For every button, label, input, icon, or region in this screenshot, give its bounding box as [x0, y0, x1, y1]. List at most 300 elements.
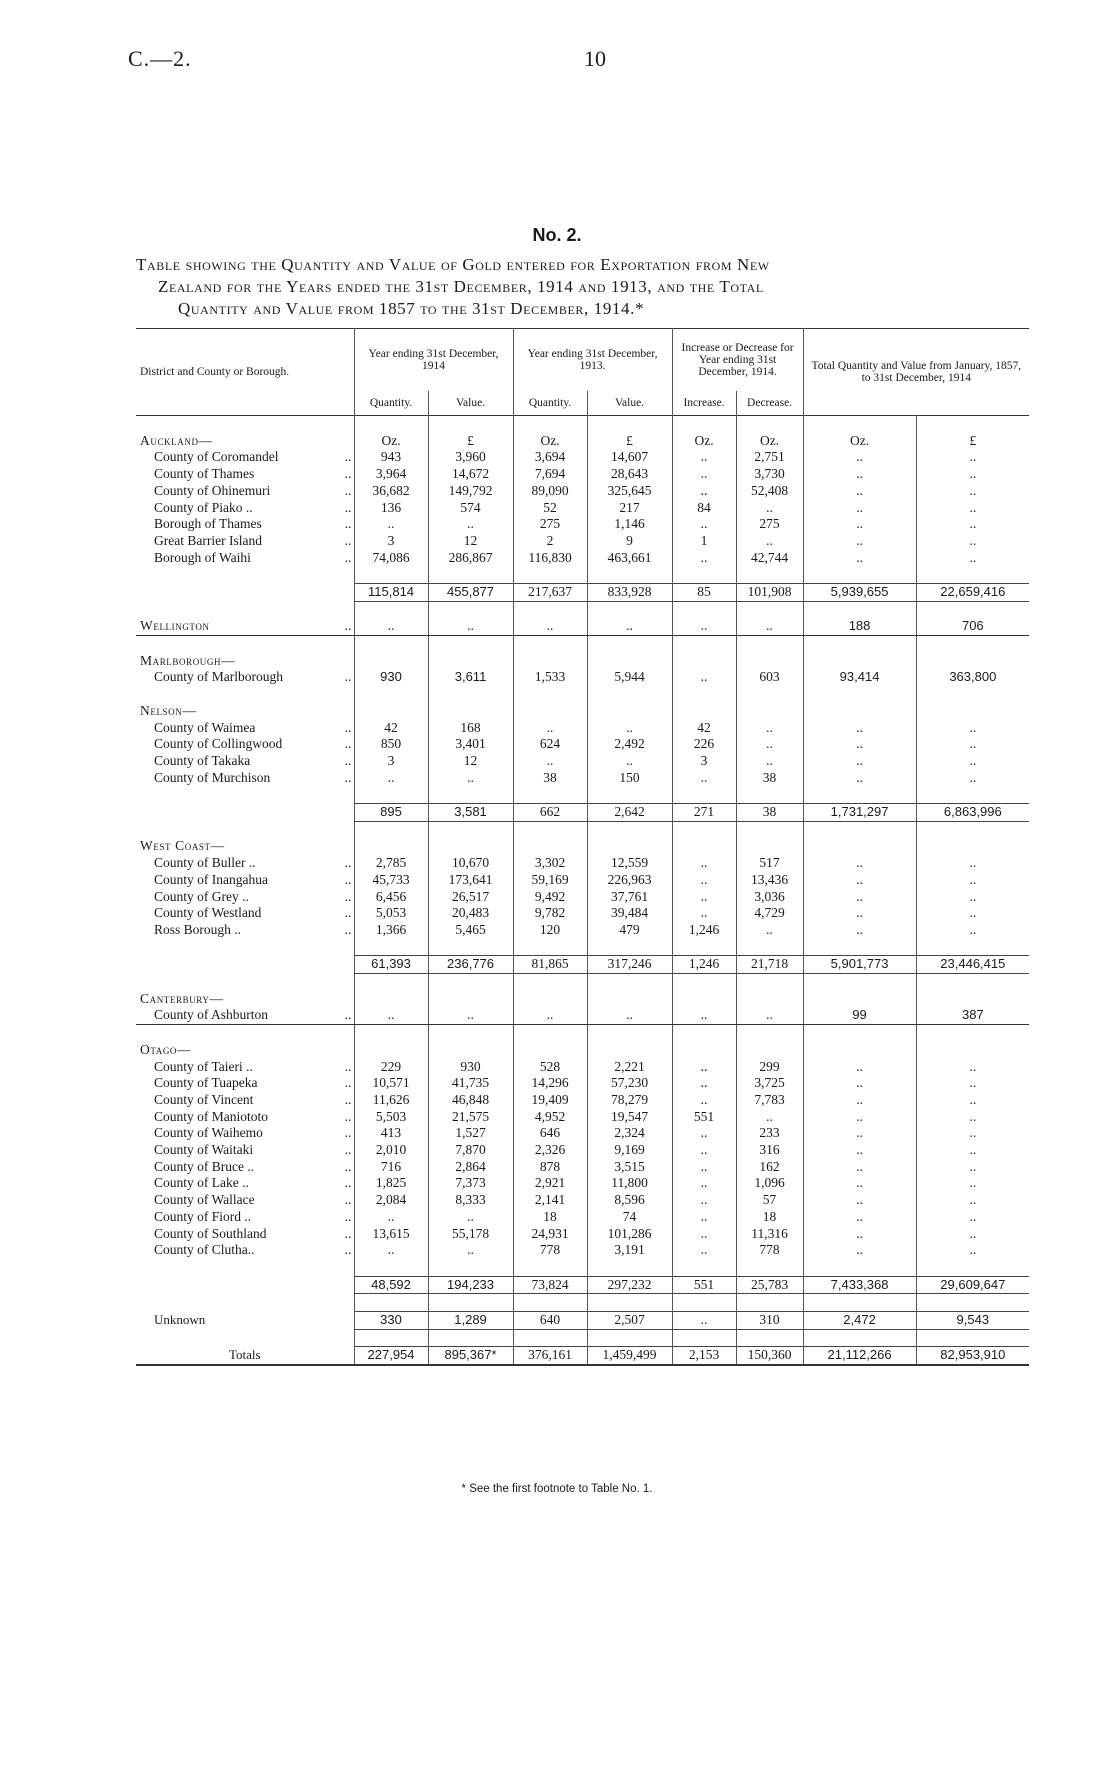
cell-q14: 3,964	[354, 466, 428, 483]
cell-dec: 316	[736, 1142, 803, 1159]
region-label: Auckland—	[140, 432, 213, 448]
region-label: Wellington	[136, 618, 322, 635]
cell-tq: ..	[803, 1226, 916, 1243]
leader-dots: ..	[344, 1125, 352, 1141]
table-number: No. 2.	[532, 225, 582, 245]
cell-tv: ..	[916, 1092, 1029, 1109]
cell-dec: 42,744	[736, 550, 803, 567]
total-v14: 895,367*	[428, 1347, 513, 1365]
cell-q14: 2,084	[354, 1192, 428, 1209]
cell-tq: ..	[803, 855, 916, 872]
table-row	[136, 449, 1029, 466]
quantity-1913-header: Quantity.	[513, 391, 587, 416]
blank-cell	[322, 433, 354, 450]
row-label: County of Marlborough	[154, 669, 283, 685]
table-row	[136, 889, 1029, 906]
region-heading-row	[136, 838, 1029, 855]
cell-tq: ..	[803, 1159, 916, 1176]
cell-q13: 1,533	[513, 669, 587, 686]
cell-dec: 517	[736, 855, 803, 872]
cell-tq: ..	[803, 449, 916, 466]
table-row	[136, 533, 1029, 550]
leader-dots: ..	[344, 1225, 352, 1241]
cell-tv: ..	[916, 449, 1029, 466]
leader-dots: ..	[344, 1175, 352, 1191]
cell-tq: ..	[803, 872, 916, 889]
row-label: Borough of Thames	[154, 516, 262, 532]
cell-v14: 149,792	[428, 483, 513, 500]
total-header: Total Quantity and Value from January, 1857, to 31st December, 1914	[803, 329, 1029, 416]
cell-q13: 2	[513, 533, 587, 550]
leader-dots: ..	[344, 549, 352, 565]
cell-dec: 13,436	[736, 872, 803, 889]
cell-inc: ..	[672, 516, 736, 533]
row-label: County of Taieri ..	[154, 1058, 253, 1074]
row-label: County of Piako ..	[154, 499, 253, 515]
cell-q14: ..	[354, 770, 428, 787]
total-v14: 3,581	[428, 804, 513, 822]
cell-tq: ..	[803, 1125, 916, 1142]
cell-q14: 10,571	[354, 1075, 428, 1092]
blank-cell	[916, 1042, 1029, 1059]
cell-dec: 3,036	[736, 889, 803, 906]
cell-q14: 5,053	[354, 905, 428, 922]
cell-v13: 12,559	[587, 855, 672, 872]
total-dec: 310	[736, 1312, 803, 1330]
total-q14: 227,954	[354, 1347, 428, 1365]
cell-dec: 38	[736, 770, 803, 787]
cell-v14: 46,848	[428, 1092, 513, 1109]
leader-dots: ..	[344, 769, 352, 785]
cell-inc: 3	[672, 753, 736, 770]
leader-dots: ..	[344, 736, 352, 752]
table-row	[136, 516, 1029, 533]
leader-dots: ..	[344, 1208, 352, 1224]
cell-v13: 14,607	[587, 449, 672, 466]
table-row	[136, 855, 1029, 872]
total-q14: 895	[354, 804, 428, 822]
cell-tv: 706	[916, 618, 1029, 635]
cell-tq: ..	[803, 550, 916, 567]
total-q13: 662	[513, 804, 587, 822]
cell-inc: ..	[672, 1125, 736, 1142]
table-row	[136, 483, 1029, 500]
cell-q14: ..	[354, 1242, 428, 1259]
unit-label: Oz.	[354, 433, 428, 450]
total-q14: 330	[354, 1312, 428, 1330]
cell-dec: ..	[736, 533, 803, 550]
table-row	[136, 1125, 1029, 1142]
table-row	[136, 1226, 1029, 1243]
row-label: County of Clutha..	[154, 1242, 255, 1258]
cell-q13: 4,952	[513, 1109, 587, 1126]
cell-tq: ..	[803, 533, 916, 550]
row-label: County of Lake ..	[154, 1175, 249, 1191]
cell-tq: ..	[803, 889, 916, 906]
blank-cell	[916, 991, 1029, 1008]
blank-cell	[736, 1042, 803, 1059]
blank-cell	[587, 838, 672, 855]
cell-dec: 3,730	[736, 466, 803, 483]
blank-cell	[354, 703, 428, 720]
total-tq: 7,433,368	[803, 1276, 916, 1294]
cell-tq: 93,414	[803, 669, 916, 686]
cell-q14: ..	[354, 516, 428, 533]
leader-dots: ..	[344, 871, 352, 887]
cell-q13: ..	[513, 753, 587, 770]
blank-cell	[672, 838, 736, 855]
cell-tq: ..	[803, 516, 916, 533]
cell-v13: 2,221	[587, 1059, 672, 1076]
cell-dec: 57	[736, 1192, 803, 1209]
cell-tv: 363,800	[916, 669, 1029, 686]
cell-q13: 778	[513, 1242, 587, 1259]
total-v13: 2,642	[587, 804, 672, 822]
row-label: County of Murchison	[154, 769, 271, 785]
row-label: County of Buller ..	[154, 855, 256, 871]
total-tv: 23,446,415	[916, 956, 1029, 974]
leader-dots: ..	[344, 921, 352, 937]
cell-inc: ..	[672, 1059, 736, 1076]
row-label: County of Takaka	[154, 752, 251, 768]
cell-v14: 7,870	[428, 1142, 513, 1159]
leader-dots: ..	[344, 516, 352, 532]
cell-q13: ..	[513, 1007, 587, 1024]
footnote: * See the first footnote to Table No. 1.	[461, 1483, 653, 1495]
cell-tv: ..	[916, 1226, 1029, 1243]
blank-cell	[672, 653, 736, 670]
cell-v14: ..	[428, 1242, 513, 1259]
blank-cell	[136, 804, 354, 822]
row-label: County of Ashburton	[136, 1007, 322, 1024]
cell-v13: 19,547	[587, 1109, 672, 1126]
row-label: County of Grey ..	[154, 888, 249, 904]
cell-tq: ..	[803, 905, 916, 922]
cell-q14: 930	[354, 669, 428, 686]
cell-v13: 5,944	[587, 669, 672, 686]
row-label: County of Waihemo	[154, 1125, 263, 1141]
row-label: County of Maniototo	[154, 1108, 268, 1124]
table-row	[136, 905, 1029, 922]
blank-cell	[672, 991, 736, 1008]
cell-q14: 3	[354, 533, 428, 550]
otago-total-row	[136, 1276, 1029, 1294]
cell-tq: 99	[803, 1007, 916, 1024]
region-label: West Coast—	[140, 838, 225, 854]
cell-tv: ..	[916, 889, 1029, 906]
cell-dec: 4,729	[736, 905, 803, 922]
cell-v13: 78,279	[587, 1092, 672, 1109]
blank-cell	[916, 703, 1029, 720]
total-v14: 236,776	[428, 956, 513, 974]
cell-dec: 52,408	[736, 483, 803, 500]
unit-label: Oz.	[672, 433, 736, 450]
region-label: Marlborough—	[140, 652, 236, 668]
total-q13: 73,824	[513, 1276, 587, 1294]
row-label: County of Vincent	[154, 1091, 254, 1107]
spacer-row	[136, 821, 1029, 838]
blank-cell	[136, 1276, 354, 1294]
total-tq: 21,112,266	[803, 1347, 916, 1365]
cell-inc: ..	[672, 1142, 736, 1159]
spacer-row	[136, 974, 1029, 991]
wellington-row	[136, 618, 1029, 635]
leader-dots: ..	[322, 1007, 354, 1024]
table-row	[136, 550, 1029, 567]
units-row	[136, 433, 1029, 450]
leader-dots: ..	[344, 1192, 352, 1208]
cell-tv: ..	[916, 500, 1029, 517]
cell-tv: ..	[916, 1142, 1029, 1159]
table-row	[136, 466, 1029, 483]
table-row	[136, 1175, 1029, 1192]
row-label: County of Tuapeka	[154, 1075, 258, 1091]
row-label: County of Thames	[154, 466, 255, 482]
quantity-1914-header: Quantity.	[354, 391, 428, 416]
cell-q13: 19,409	[513, 1092, 587, 1109]
row-label: County of Westland	[154, 905, 262, 921]
cell-inc: ..	[672, 855, 736, 872]
decrease-header: Decrease.	[736, 391, 803, 416]
cell-tv: ..	[916, 1059, 1029, 1076]
cell-dec: ..	[736, 736, 803, 753]
blank-cell	[736, 703, 803, 720]
total-tv: 22,659,416	[916, 584, 1029, 602]
blank-cell	[354, 991, 428, 1008]
cell-inc: ..	[672, 449, 736, 466]
cell-tq: ..	[803, 500, 916, 517]
cell-inc: ..	[672, 483, 736, 500]
cell-v14: 55,178	[428, 1226, 513, 1243]
cell-v14: ..	[428, 516, 513, 533]
leader-dots: ..	[344, 888, 352, 904]
cell-q14: 3	[354, 753, 428, 770]
total-v14: 1,289	[428, 1312, 513, 1330]
gold-export-table	[136, 328, 1029, 1366]
blank-cell	[428, 991, 513, 1008]
cell-inc: 1,246	[672, 922, 736, 939]
total-dec: 101,908	[736, 584, 803, 602]
spacer-row	[136, 1294, 1029, 1312]
row-label: County of Ohinemuri	[154, 482, 271, 498]
cell-q14: 2,010	[354, 1142, 428, 1159]
cell-inc: ..	[672, 905, 736, 922]
cell-v13: 463,661	[587, 550, 672, 567]
auckland-total-row	[136, 584, 1029, 602]
region-heading-row	[136, 991, 1029, 1008]
cell-inc: ..	[672, 889, 736, 906]
region-label: Canterbury—	[140, 990, 224, 1006]
cell-tq: ..	[803, 1092, 916, 1109]
table-row	[136, 736, 1029, 753]
cell-inc: ..	[672, 1092, 736, 1109]
total-dec: 21,718	[736, 956, 803, 974]
cell-q13: 275	[513, 516, 587, 533]
cell-q13: 9,782	[513, 905, 587, 922]
total-tv: 6,863,996	[916, 804, 1029, 822]
cell-tq: ..	[803, 736, 916, 753]
cell-v14: 286,867	[428, 550, 513, 567]
cell-tv: ..	[916, 905, 1029, 922]
leader-dots: ..	[344, 1158, 352, 1174]
cell-q13: 624	[513, 736, 587, 753]
blank-cell	[136, 584, 354, 602]
leader-dots: ..	[344, 1108, 352, 1124]
cell-q14: ..	[354, 1007, 428, 1024]
spacer-row	[136, 636, 1029, 653]
cell-tq: ..	[803, 483, 916, 500]
total-q14: 115,814	[354, 584, 428, 602]
cell-dec: 299	[736, 1059, 803, 1076]
cell-tv: ..	[916, 466, 1029, 483]
cell-inc: ..	[672, 1159, 736, 1176]
total-tv: 29,609,647	[916, 1276, 1029, 1294]
total-inc: 1,246	[672, 956, 736, 974]
leader-dots: ..	[344, 1091, 352, 1107]
cell-q14: 1,825	[354, 1175, 428, 1192]
leader-dots: ..	[344, 669, 352, 685]
cell-v14: ..	[428, 770, 513, 787]
blank-cell	[736, 991, 803, 1008]
cell-tq: ..	[803, 1142, 916, 1159]
cell-q13: 2,141	[513, 1192, 587, 1209]
leader-dots: ..	[344, 1075, 352, 1091]
cell-q13: 3,302	[513, 855, 587, 872]
cell-v14: 21,575	[428, 1109, 513, 1126]
cell-q14: 6,456	[354, 889, 428, 906]
leader-dots: ..	[344, 719, 352, 735]
cell-v14: 930	[428, 1059, 513, 1076]
spacer-row	[136, 786, 1029, 803]
total-v13: 833,928	[587, 584, 672, 602]
table-row	[136, 720, 1029, 737]
row-label: Totals	[228, 1347, 261, 1363]
blank-cell	[587, 703, 672, 720]
region-label: Otago—	[140, 1041, 192, 1057]
cell-tq: ..	[803, 770, 916, 787]
cell-v14: 20,483	[428, 905, 513, 922]
cell-tv: ..	[916, 1192, 1029, 1209]
cell-tv: ..	[916, 770, 1029, 787]
cell-inc: ..	[672, 1242, 736, 1259]
page-reference: C.—2.	[128, 46, 192, 71]
blank-cell	[803, 1042, 916, 1059]
cell-v14: 173,641	[428, 872, 513, 889]
leader-dots: ..	[344, 532, 352, 548]
cell-tq: ..	[803, 1109, 916, 1126]
cell-v13: 57,230	[587, 1075, 672, 1092]
table-row	[136, 500, 1029, 517]
cell-dec: 233	[736, 1125, 803, 1142]
cell-v13: 3,191	[587, 1242, 672, 1259]
blank-cell	[736, 838, 803, 855]
cell-q14: 136	[354, 500, 428, 517]
cell-dec: 275	[736, 516, 803, 533]
leader-dots: ..	[344, 1142, 352, 1158]
cell-dec: ..	[736, 1007, 803, 1024]
cell-inc: ..	[672, 1075, 736, 1092]
cell-q14: 850	[354, 736, 428, 753]
cell-q13: 116,830	[513, 550, 587, 567]
cell-v13: 39,484	[587, 905, 672, 922]
cell-v14: 7,373	[428, 1175, 513, 1192]
cell-inc: ..	[672, 669, 736, 686]
cell-v14: 168	[428, 720, 513, 737]
cell-v13: 37,761	[587, 889, 672, 906]
cell-dec: 778	[736, 1242, 803, 1259]
leader-dots: ..	[344, 1242, 352, 1258]
table-row	[136, 922, 1029, 939]
cell-tv: ..	[916, 736, 1029, 753]
spacer-row	[136, 1259, 1029, 1276]
cell-inc: ..	[672, 618, 736, 635]
cell-dec: 1,096	[736, 1175, 803, 1192]
blank-cell	[513, 838, 587, 855]
blank-cell	[587, 991, 672, 1008]
table-row	[136, 1192, 1029, 1209]
cell-q13: ..	[513, 618, 587, 635]
cell-tv: ..	[916, 1109, 1029, 1126]
cell-q14: 2,785	[354, 855, 428, 872]
cell-tv: ..	[916, 1242, 1029, 1259]
row-label: County of Waimea	[154, 719, 256, 735]
cell-q14: 45,733	[354, 872, 428, 889]
row-label: County of Bruce ..	[154, 1158, 255, 1174]
blank-cell	[916, 653, 1029, 670]
total-tq: 5,939,655	[803, 584, 916, 602]
cell-q14: ..	[354, 618, 428, 635]
table-row	[136, 1092, 1029, 1109]
table-row	[136, 1059, 1029, 1076]
region-heading-row	[136, 1042, 1029, 1059]
leader-dots: ..	[322, 618, 354, 635]
leader-dots: ..	[344, 1058, 352, 1074]
total-tq: 2,472	[803, 1312, 916, 1330]
cell-tv: ..	[916, 1075, 1029, 1092]
value-1913-header: Value.	[587, 391, 672, 416]
unit-label: Oz.	[513, 433, 587, 450]
total-dec: 25,783	[736, 1276, 803, 1294]
total-inc: 2,153	[672, 1347, 736, 1365]
cell-v14: 2,864	[428, 1159, 513, 1176]
unknown-row	[136, 1312, 1029, 1330]
spacer-row	[136, 686, 1029, 703]
unit-label: Oz.	[803, 433, 916, 450]
spacer-row	[136, 1025, 1029, 1042]
cell-tv: ..	[916, 1159, 1029, 1176]
cell-q14: 13,615	[354, 1226, 428, 1243]
row-label: Borough of Waihi	[154, 549, 251, 565]
total-q14: 61,393	[354, 956, 428, 974]
cell-q14: 1,366	[354, 922, 428, 939]
cell-inc: ..	[672, 1226, 736, 1243]
cell-tq: ..	[803, 466, 916, 483]
cell-dec: 3,725	[736, 1075, 803, 1092]
blank-cell	[354, 1042, 428, 1059]
cell-inc: ..	[672, 1007, 736, 1024]
cell-dec: 603	[736, 669, 803, 686]
total-q13: 376,161	[513, 1347, 587, 1365]
row-label: Unknown	[154, 1312, 206, 1328]
spacer-row	[136, 416, 1029, 433]
cell-inc: 1	[672, 533, 736, 550]
cell-v13: 2,492	[587, 736, 672, 753]
cell-tv: ..	[916, 922, 1029, 939]
total-inc: 551	[672, 1276, 736, 1294]
cell-tv: ..	[916, 516, 1029, 533]
row-label: County of Southland	[154, 1225, 267, 1241]
table-row	[136, 1007, 1029, 1024]
